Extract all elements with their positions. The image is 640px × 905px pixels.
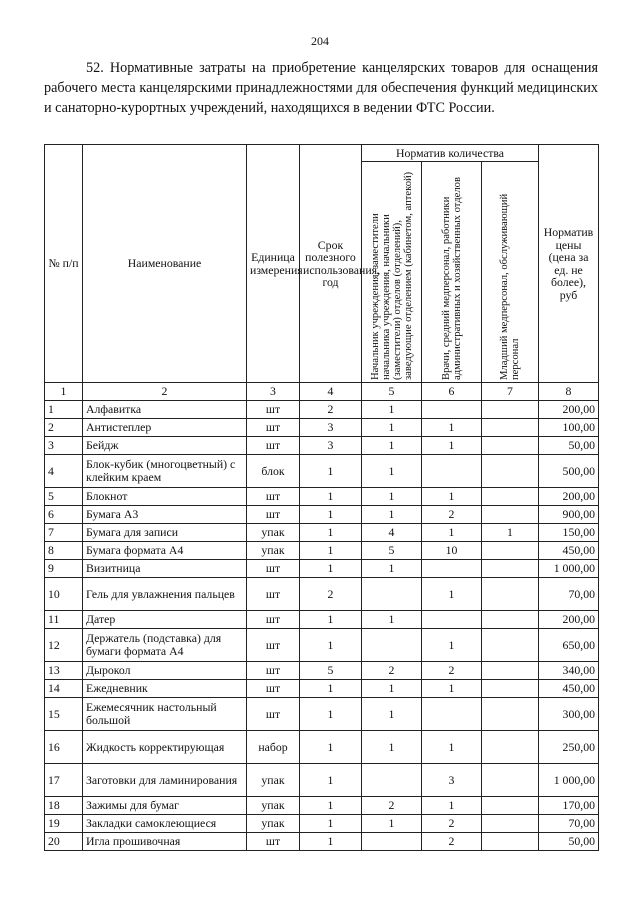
col-index: 8 — [539, 383, 599, 401]
cell-name: Бумага для записи — [83, 524, 247, 542]
cell-cat3 — [482, 797, 539, 815]
cell-unit: шт — [247, 833, 300, 851]
cell-cat3 — [482, 506, 539, 524]
cell-unit: набор — [247, 731, 300, 764]
table-row — [45, 401, 599, 419]
cell-unit: шт — [247, 578, 300, 611]
cell-cat3 — [482, 815, 539, 833]
cell-cat3 — [482, 542, 539, 560]
cell-name: Закладки самоклеющиеся — [83, 815, 247, 833]
cell-unit: упак — [247, 542, 300, 560]
cell-cat2: 2 — [422, 506, 482, 524]
cell-cat2: 1 — [422, 437, 482, 455]
cell-term: 2 — [300, 401, 362, 419]
table-row — [45, 731, 599, 764]
cell-cat2: 10 — [422, 542, 482, 560]
cell-price: 900,00 — [539, 506, 599, 524]
cell-cat3 — [482, 764, 539, 797]
cell-term: 1 — [300, 833, 362, 851]
cell-cat2: 1 — [422, 731, 482, 764]
col-index: 3 — [247, 383, 300, 401]
table-row — [45, 833, 599, 851]
header-cat2 — [422, 162, 482, 383]
cell-cat1: 1 — [362, 560, 422, 578]
cell-cat1: 1 — [362, 401, 422, 419]
cell-name: Блок-кубик (многоцветный) с клейким краем — [83, 455, 247, 488]
cell-term: 5 — [300, 662, 362, 680]
cell-cat3 — [482, 611, 539, 629]
cell-unit: шт — [247, 611, 300, 629]
cell-cat2: 1 — [422, 629, 482, 662]
cell-num: 15 — [45, 698, 83, 731]
cell-num: 12 — [45, 629, 83, 662]
cell-cat3 — [482, 833, 539, 851]
cell-num: 1 — [45, 401, 83, 419]
cell-term: 1 — [300, 764, 362, 797]
header-price: Норматив цены (цена за ед. не более), руб — [539, 145, 599, 383]
cell-cat1 — [362, 764, 422, 797]
cell-num: 7 — [45, 524, 83, 542]
table-row — [45, 542, 599, 560]
cell-price: 170,00 — [539, 797, 599, 815]
cell-cat3 — [482, 401, 539, 419]
cell-term: 1 — [300, 542, 362, 560]
cell-price: 450,00 — [539, 680, 599, 698]
header-cat1-text: Начальник учреждения, заместители начальника учреждения, начальники (заместители) отделов (отделений), заведующие отделением (кабинетом, аптекой) — [369, 171, 414, 380]
cell-cat2 — [422, 560, 482, 578]
table-row — [45, 698, 599, 731]
col-index: 7 — [482, 383, 539, 401]
cell-num: 8 — [45, 542, 83, 560]
cell-term: 3 — [300, 437, 362, 455]
cell-cat3 — [482, 662, 539, 680]
cell-term: 1 — [300, 698, 362, 731]
cell-term: 1 — [300, 524, 362, 542]
table-row — [45, 578, 599, 611]
table-body — [45, 401, 599, 851]
cell-term: 1 — [300, 629, 362, 662]
cell-unit: упак — [247, 524, 300, 542]
cell-cat1: 1 — [362, 419, 422, 437]
cell-cat2: 2 — [422, 662, 482, 680]
cell-unit: шт — [247, 680, 300, 698]
cell-name: Ежедневник — [83, 680, 247, 698]
cell-name: Дырокол — [83, 662, 247, 680]
cell-cat3 — [482, 419, 539, 437]
table-row — [45, 419, 599, 437]
cell-cat1 — [362, 578, 422, 611]
header-cat3 — [482, 162, 539, 383]
cell-price: 70,00 — [539, 815, 599, 833]
cell-name: Бумага А3 — [83, 506, 247, 524]
cell-price: 200,00 — [539, 488, 599, 506]
table-row — [45, 524, 599, 542]
cell-cat2 — [422, 455, 482, 488]
cell-num: 17 — [45, 764, 83, 797]
cell-unit: шт — [247, 437, 300, 455]
cell-unit: шт — [247, 560, 300, 578]
cell-price: 100,00 — [539, 419, 599, 437]
header-cat2-text: Врачи, средний медперсонал, работники административных и хозяйственных отделов — [440, 177, 463, 380]
cell-price: 70,00 — [539, 578, 599, 611]
cell-num: 10 — [45, 578, 83, 611]
cell-cat1: 1 — [362, 698, 422, 731]
header-cat3-text: Младший медперсонал, обслуживающий персонал — [499, 193, 521, 380]
header-unit: Единица измерения — [247, 145, 300, 383]
cell-num: 9 — [45, 560, 83, 578]
cell-price: 450,00 — [539, 542, 599, 560]
cell-num: 5 — [45, 488, 83, 506]
cell-name: Датер — [83, 611, 247, 629]
cell-term: 1 — [300, 815, 362, 833]
cell-cat2: 3 — [422, 764, 482, 797]
cell-name: Гель для увлажнения пальцев — [83, 578, 247, 611]
table-row — [45, 815, 599, 833]
cell-cat3 — [482, 578, 539, 611]
cell-cat3 — [482, 437, 539, 455]
cell-term: 1 — [300, 506, 362, 524]
cell-name: Антистеплер — [83, 419, 247, 437]
cell-price: 300,00 — [539, 698, 599, 731]
table-row — [45, 506, 599, 524]
cell-num: 16 — [45, 731, 83, 764]
cell-cat2: 1 — [422, 680, 482, 698]
cell-name: Бумага формата А4 — [83, 542, 247, 560]
cell-unit: шт — [247, 629, 300, 662]
table-row — [45, 455, 599, 488]
cell-cat1 — [362, 629, 422, 662]
norms-table — [44, 144, 599, 851]
cell-cat2: 2 — [422, 833, 482, 851]
cell-num: 19 — [45, 815, 83, 833]
cell-unit: шт — [247, 662, 300, 680]
table-row — [45, 764, 599, 797]
cell-name: Держатель (подставка) для бумаги формата А4 — [83, 629, 247, 662]
cell-price: 250,00 — [539, 731, 599, 764]
header-quantity-group: Норматив количества — [362, 145, 539, 162]
column-index-row — [45, 383, 599, 401]
cell-cat2 — [422, 611, 482, 629]
col-index: 5 — [362, 383, 422, 401]
table-row — [45, 611, 599, 629]
cell-price: 200,00 — [539, 611, 599, 629]
table-row — [45, 680, 599, 698]
cell-price: 1 000,00 — [539, 560, 599, 578]
table-row — [45, 662, 599, 680]
cell-price: 650,00 — [539, 629, 599, 662]
cell-term: 1 — [300, 488, 362, 506]
cell-cat1: 1 — [362, 437, 422, 455]
cell-cat2: 2 — [422, 815, 482, 833]
cell-num: 11 — [45, 611, 83, 629]
cell-num: 4 — [45, 455, 83, 488]
cell-cat1: 1 — [362, 455, 422, 488]
cell-cat1: 2 — [362, 797, 422, 815]
cell-price: 200,00 — [539, 401, 599, 419]
cell-name: Блокнот — [83, 488, 247, 506]
cell-cat1: 1 — [362, 488, 422, 506]
cell-cat1: 4 — [362, 524, 422, 542]
col-index: 4 — [300, 383, 362, 401]
cell-name: Жидкость корректирующая — [83, 731, 247, 764]
cell-cat3 — [482, 488, 539, 506]
cell-cat3 — [482, 560, 539, 578]
table-row — [45, 629, 599, 662]
cell-cat2: 1 — [422, 488, 482, 506]
table-row — [45, 488, 599, 506]
cell-price: 500,00 — [539, 455, 599, 488]
cell-unit: шт — [247, 401, 300, 419]
cell-term: 2 — [300, 578, 362, 611]
cell-cat1: 5 — [362, 542, 422, 560]
cell-price: 150,00 — [539, 524, 599, 542]
cell-cat3 — [482, 680, 539, 698]
cell-num: 13 — [45, 662, 83, 680]
cell-price: 50,00 — [539, 833, 599, 851]
cell-unit: блок — [247, 455, 300, 488]
cell-cat1: 1 — [362, 611, 422, 629]
section-heading: 52. Нормативные затраты на приобретение канцелярских товаров для оснащения рабочего места канцелярскими принадлежностями для обеспечения функций медицинских и санаторно-курортных учреждений, находящихся в ведении ФТС России. — [44, 60, 598, 116]
cell-name: Алфавитка — [83, 401, 247, 419]
cell-term: 1 — [300, 797, 362, 815]
col-index: 1 — [45, 383, 83, 401]
cell-num: 3 — [45, 437, 83, 455]
cell-cat3 — [482, 698, 539, 731]
cell-num: 20 — [45, 833, 83, 851]
cell-name: Визитница — [83, 560, 247, 578]
cell-unit: упак — [247, 764, 300, 797]
cell-unit: шт — [247, 698, 300, 731]
cell-term: 1 — [300, 731, 362, 764]
cell-name: Зажимы для бумаг — [83, 797, 247, 815]
cell-num: 14 — [45, 680, 83, 698]
cell-num: 2 — [45, 419, 83, 437]
cell-cat3 — [482, 629, 539, 662]
cell-num: 18 — [45, 797, 83, 815]
header-name: Наименование — [83, 145, 247, 383]
cell-term: 1 — [300, 680, 362, 698]
cell-price: 1 000,00 — [539, 764, 599, 797]
table-row — [45, 560, 599, 578]
cell-unit: упак — [247, 815, 300, 833]
cell-cat3 — [482, 455, 539, 488]
cell-term: 1 — [300, 560, 362, 578]
cell-cat1: 1 — [362, 506, 422, 524]
header-row-top — [45, 145, 599, 162]
col-index: 2 — [83, 383, 247, 401]
table-row — [45, 797, 599, 815]
cell-name: Бейдж — [83, 437, 247, 455]
cell-cat3 — [482, 731, 539, 764]
cell-price: 50,00 — [539, 437, 599, 455]
cell-cat1: 1 — [362, 680, 422, 698]
cell-name: Игла прошивочная — [83, 833, 247, 851]
cell-term: 1 — [300, 611, 362, 629]
cell-cat2: 1 — [422, 797, 482, 815]
cell-term: 1 — [300, 455, 362, 488]
cell-cat2 — [422, 698, 482, 731]
cell-unit: шт — [247, 488, 300, 506]
cell-cat1: 1 — [362, 731, 422, 764]
header-cat1 — [362, 162, 422, 383]
cell-cat2: 1 — [422, 524, 482, 542]
page-number: 204 — [311, 34, 329, 48]
header-num: № п/п — [45, 145, 83, 383]
cell-cat1 — [362, 833, 422, 851]
cell-cat1: 2 — [362, 662, 422, 680]
cell-cat2: 1 — [422, 578, 482, 611]
cell-unit: шт — [247, 419, 300, 437]
cell-name: Заготовки для ламинирования — [83, 764, 247, 797]
table-row — [45, 437, 599, 455]
cell-cat1: 1 — [362, 815, 422, 833]
cell-unit: упак — [247, 797, 300, 815]
header-term: Срок полезного использования, год — [300, 145, 362, 383]
cell-num: 6 — [45, 506, 83, 524]
cell-unit: шт — [247, 506, 300, 524]
cell-name: Ежемесячник настольный большой — [83, 698, 247, 731]
cell-cat2 — [422, 401, 482, 419]
col-index: 6 — [422, 383, 482, 401]
cell-term: 3 — [300, 419, 362, 437]
cell-cat3: 1 — [482, 524, 539, 542]
cell-cat2: 1 — [422, 419, 482, 437]
cell-price: 340,00 — [539, 662, 599, 680]
